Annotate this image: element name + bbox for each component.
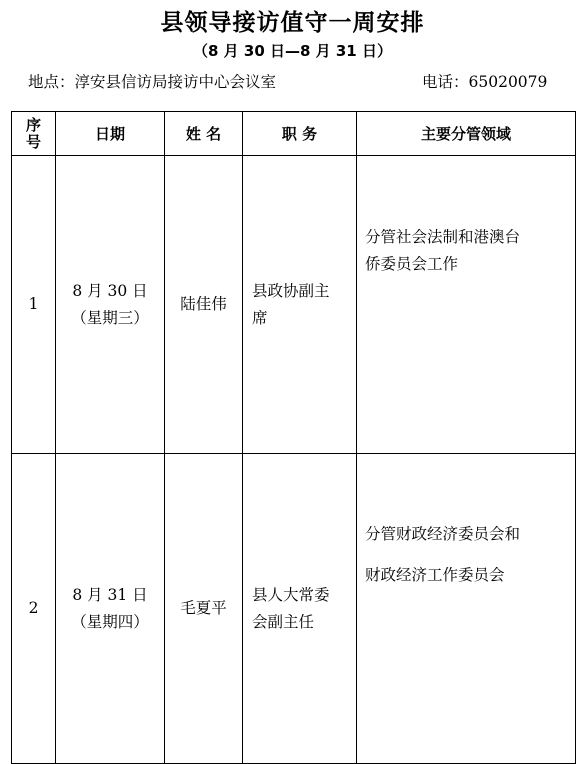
row-position-line2: 会副主任 xyxy=(252,612,315,631)
row-area-line2: 财政经济工作委员会 xyxy=(365,566,505,584)
row-seq: 2 xyxy=(12,454,56,764)
row-name: 毛夏平 xyxy=(165,454,243,764)
row-position xyxy=(243,156,357,454)
row-date-weekday: （星期四） xyxy=(71,612,149,631)
date-range-subtitle: （8 月 30 日—8 月 31 日） xyxy=(193,42,392,60)
location-text: 地点：淳安县信访局接访中心会议室 xyxy=(28,73,277,91)
row-area xyxy=(357,454,576,764)
header-name: 姓 名 xyxy=(165,112,243,156)
header-seq xyxy=(12,112,56,156)
row-area-line1: 分管财政经济委员会和 xyxy=(365,525,521,543)
row-date-weekday: （星期三） xyxy=(71,308,149,327)
row-seq: 1 xyxy=(12,156,56,454)
page-title: 县领导接访值守一周安排 xyxy=(160,10,425,36)
header-date: 日期 xyxy=(56,112,165,156)
header-area: 主要分管领域 xyxy=(357,112,576,156)
table-row xyxy=(12,156,576,454)
row-position-line1: 县人大常委 xyxy=(252,585,330,604)
row-date xyxy=(56,454,165,764)
row-date-day: 8 月 31 日 xyxy=(72,585,148,604)
row-name: 陆佳伟 xyxy=(165,156,243,454)
row-position xyxy=(243,454,357,764)
phone-text: 电话：65020079 xyxy=(422,73,548,91)
row-position-line2: 席 xyxy=(252,308,268,327)
table-header-row xyxy=(12,112,576,156)
table-row xyxy=(12,454,576,764)
row-position-line1: 县政协副主 xyxy=(252,281,330,300)
row-area-line2: 侨委员会工作 xyxy=(365,255,459,273)
schedule-table xyxy=(11,111,576,764)
row-area xyxy=(357,156,576,454)
row-area-line1: 分管社会法制和港澳台 xyxy=(365,228,521,246)
header-seq-line2: 号 xyxy=(25,132,41,151)
header-seq-line1: 序 xyxy=(25,115,41,134)
row-date-day: 8 月 30 日 xyxy=(72,281,148,300)
row-date xyxy=(56,156,165,454)
header-position: 职 务 xyxy=(243,112,357,156)
